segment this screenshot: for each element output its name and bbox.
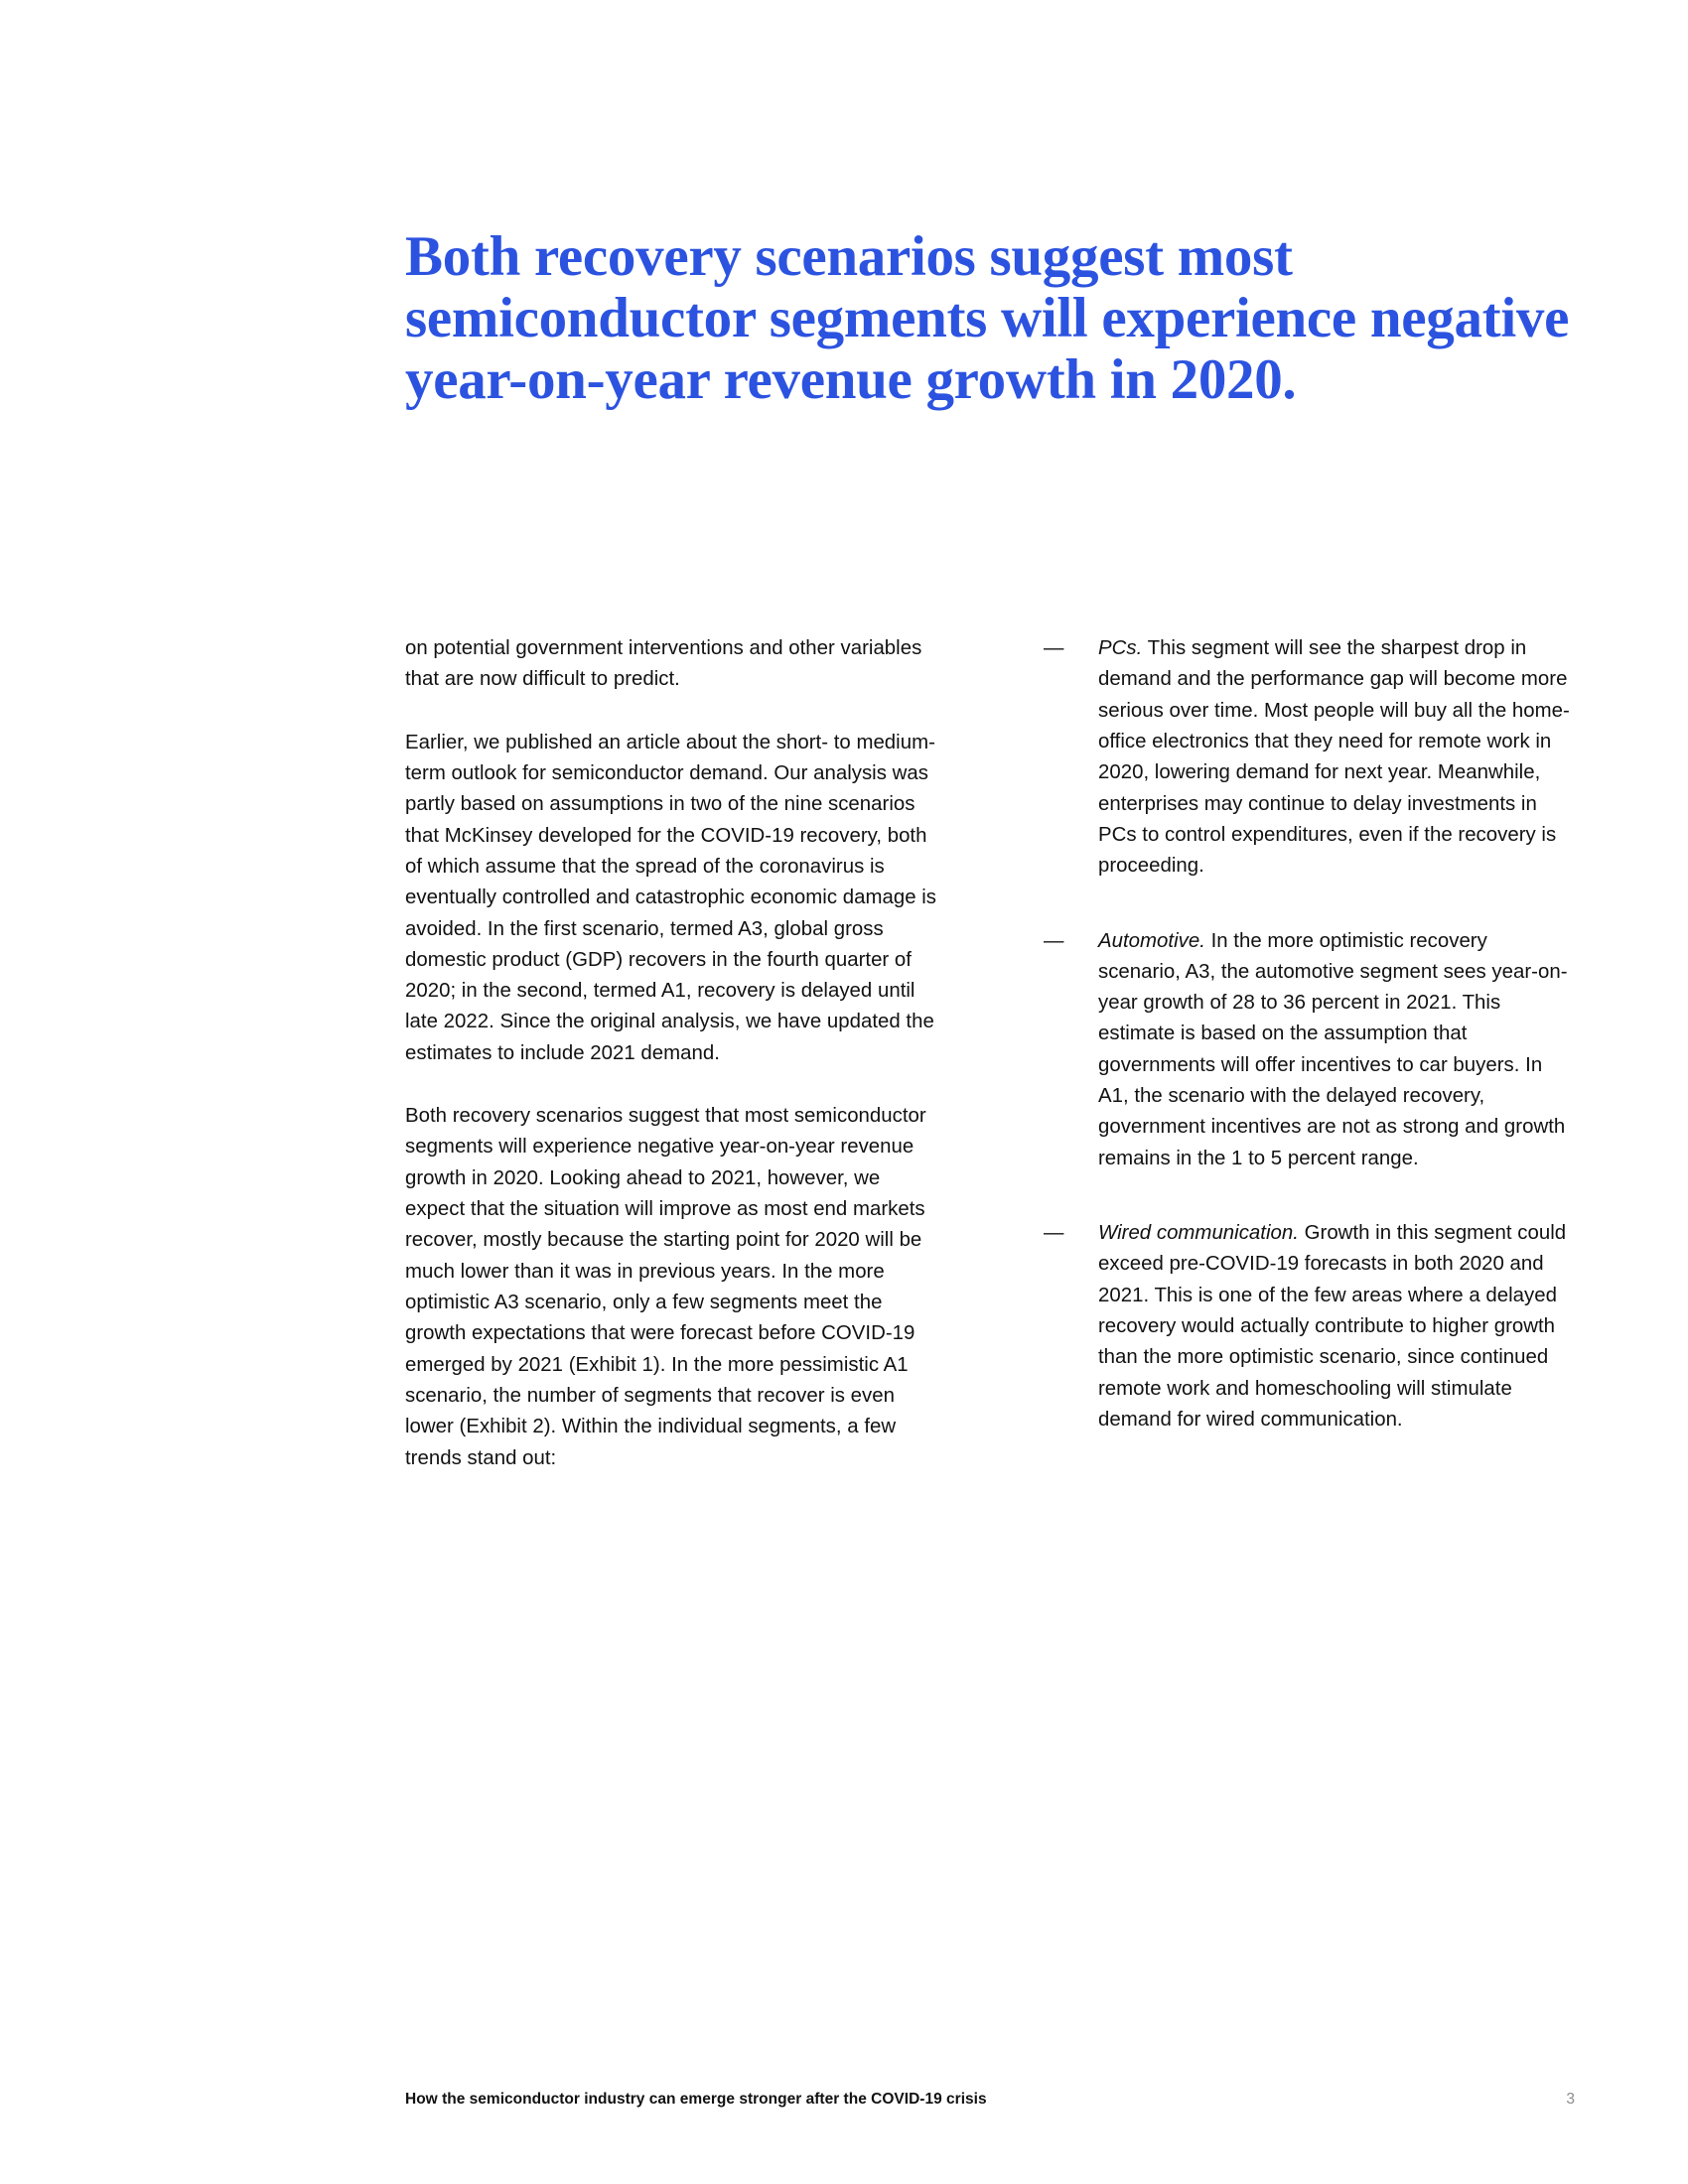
list-item-lead-in: PCs. <box>1098 637 1143 659</box>
segment-trends-list <box>1044 633 1575 1435</box>
page-footer <box>405 2091 1575 2109</box>
em-dash-bullet-icon: — <box>1044 929 1064 952</box>
list-item-lead-in: Automotive. <box>1098 929 1205 952</box>
left-text-column <box>405 633 936 1474</box>
list-item-lead-in: Wired communication. <box>1098 1222 1299 1244</box>
list-item <box>1044 926 1575 1175</box>
paragraph: Earlier, we published an article about the short- to medium-term outlook for semiconductor demand. Our analysis was partly based on assumptions in two of the nine scenarios that McKinsey developed for the COVID-19 recovery, both of which assume that the spread of the coronavirus is eventually controlled and catastrophic economic damage is avoided. In the first scenario, termed A3, global gross domestic product (GDP) recovers in the fourth quarter of 2020; in the second, termed A1, recovery is delayed until late 2022. Since the original analysis, we have updated the estimates to include 2021 demand. <box>405 731 936 1064</box>
paragraph: on potential government interventions and other variables that are now difficult to predict. <box>405 637 922 691</box>
right-text-column <box>1044 633 1575 1474</box>
em-dash-bullet-icon: — <box>1044 1222 1064 1244</box>
body-columns <box>405 633 1575 1474</box>
em-dash-bullet-icon: — <box>1044 637 1064 659</box>
page-headline: Both recovery scenarios suggest most semiconductor segments will experience negative year-on-year revenue growth in 2020. <box>405 225 1570 412</box>
list-item-text: This segment will see the sharpest drop in demand and the performance gap will become more serious over time. Most people will buy all the home-office electronics that they need for remote work in 2020, lowering demand for next year. Meanwhile, enterprises may continue to delay investments in PCs to control expenditures, even if the recovery is proceeding. <box>1098 637 1570 878</box>
list-item <box>1044 1218 1575 1435</box>
paragraph: Both recovery scenarios suggest that most semiconductor segments will experience negative year-on-year revenue growth in 2020. Looking ahead to 2021, however, we expect that the situation will improve as most end markets recover, mostly because the starting point for 2020 will be much lower than it was in previous years. In the more optimistic A3 scenario, only a few segments meet the growth expectations that were forecast before COVID-19 emerged by 2021 (Exhibit 1). In the more pessimistic A1 scenario, the number of segments that recover is even lower (Exhibit 2). Within the individual segments, a few trends stand out: <box>405 1105 926 1469</box>
list-item-text: In the more optimistic recovery scenario, A3, the automotive segment sees year-on-year growth of 28 to 36 percent in 2021. This estimate is based on the assumption that governments will offer incentives to car buyers. In A1, the scenario with the delayed recovery, government incentives are not as strong and growth remains in the 1 to 5 percent range. <box>1098 929 1568 1169</box>
list-item <box>1044 633 1575 883</box>
list-item-text: Growth in this segment could exceed pre-COVID-19 forecasts in both 2020 and 2021. This is one of the few areas where a delayed recovery would actually contribute to higher growth than the more optimistic scenario, since continued remote work and homeschooling will stimulate demand for wired communication. <box>1098 1222 1567 1431</box>
footer-page-number: 3 <box>1566 2091 1575 2108</box>
footer-document-title: How the semiconductor industry can emerge stronger after the COVID-19 crisis <box>405 2091 987 2108</box>
